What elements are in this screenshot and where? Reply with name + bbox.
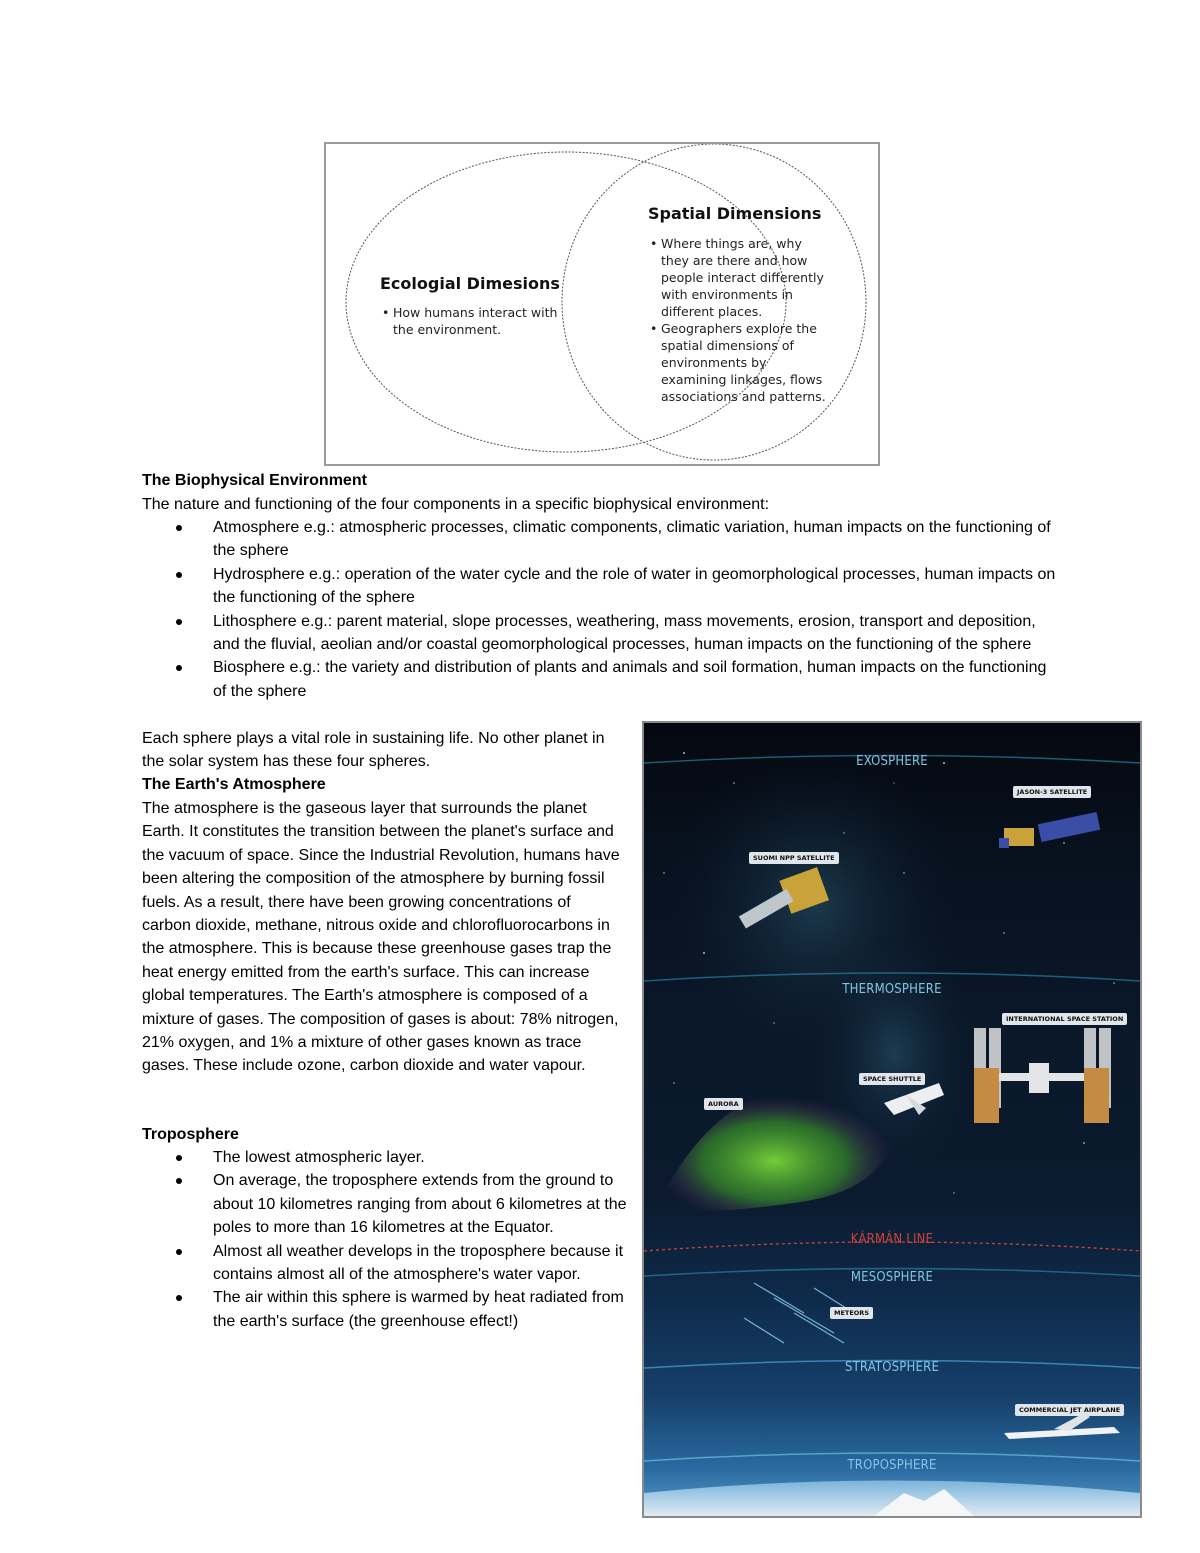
venn-right-title: Spatial Dimensions: [648, 204, 822, 223]
jet-airplane: [1004, 1413, 1120, 1439]
atmosphere-heading: The Earth's Atmosphere: [142, 776, 326, 793]
layer-label-troposphere: TROPOSPHERE: [847, 1458, 937, 1473]
list-item: Hydrosphere e.g.: operation of the water cycle and the role of water in geomorphological processes, human impacts on the functioning of the sphere: [142, 563, 1062, 610]
tag-meteors: METEORS: [830, 1307, 873, 1319]
atmosphere-body: The atmosphere is the gaseous layer that surrounds the planet Earth. It constitutes the transition between the planet's surface and the vacuum of space. Since the Industrial Revolution, humans have been altering the composition of the atmosphere by burning fossil fuels. As a result, there have been growing concentrations of carbon dioxide, methane, nitrous oxide and chlorofluorocarbons in the atmosphere. This is because these greenhouse gases trap the heat energy emitted from the earth's surface. This can increase global temperatures. The Earth's atmosphere is composed of a mixture of gases. The composition of gases is about: 78% nitrogen, 21% oxygen, and 1% a mixture of other gases known as trace gases. These include ozone, carbon dioxide and water vapour.: [142, 800, 620, 1075]
venn-left-list: [382, 304, 562, 338]
list-item: On average, the troposphere extends from the ground to about 10 kilometres ranging from about 6 kilometres at the poles to more than 16 kilometres at the Equator.: [142, 1169, 627, 1239]
biophysical-heading: The Biophysical Environment: [142, 472, 367, 489]
atmosphere-artwork: [644, 723, 1140, 1516]
tag-space-shuttle: SPACE SHUTTLE: [859, 1073, 925, 1085]
layer-label-mesosphere: MESOSPHERE: [850, 1270, 934, 1285]
list-item: The air within this sphere is warmed by heat radiated from the earth's surface (the greenhouse effect!): [142, 1286, 627, 1333]
venn-right-list: [650, 235, 828, 405]
venn-left-item: • How humans interact with the environment.: [382, 304, 562, 338]
venn-right-item: • Geographers explore the spatial dimensions of environments by examining linkages, flows associations and patterns.: [650, 320, 828, 405]
venn-right-item: • Where things are, why they are there and how people interact differently with environments in different places.: [650, 235, 828, 320]
venn-left-title: Ecologial Dimesions: [380, 274, 560, 293]
venn-diagram: [324, 142, 880, 466]
layer-label-stratosphere: STRATOSPHERE: [844, 1360, 940, 1375]
troposphere-list: [142, 1146, 627, 1333]
biophysical-closing: Each sphere plays a vital role in sustaining life. No other planet in the solar system has these four spheres.: [142, 730, 605, 771]
atmosphere-layers-image: [642, 721, 1142, 1518]
tag-airplane: COMMERCIAL JET AIRPLANE: [1015, 1404, 1124, 1416]
layer-label-karman-line: KÁRMÁN LINE: [850, 1232, 934, 1247]
list-item: Lithosphere e.g.: parent material, slope processes, weathering, mass movements, erosion, transport and deposition, and the fluvial, aeolian and/or coastal geomorphological processes, human impacts on the functioning of the sphere: [142, 610, 1062, 657]
tag-aurora: AURORA: [704, 1098, 743, 1110]
troposphere-heading: Troposphere: [142, 1126, 239, 1143]
list-item: Almost all weather develops in the troposphere because it contains almost all of the atmosphere's water vapor.: [142, 1240, 627, 1287]
layer-label-exosphere: EXOSPHERE: [856, 754, 928, 769]
biophysical-list: [142, 516, 1062, 703]
list-item: The lowest atmospheric layer.: [142, 1146, 627, 1169]
list-item: Biosphere e.g.: the variety and distribution of plants and animals and soil formation, human impacts on the functioning of the sphere: [142, 656, 1062, 703]
iss: [974, 1028, 1111, 1123]
aurora: [654, 1083, 894, 1213]
tag-iss: INTERNATIONAL SPACE STATION: [1002, 1013, 1127, 1025]
tag-jason-satellite: JASON-3 SATELLITE: [1013, 786, 1091, 798]
layer-label-thermosphere: THERMOSPHERE: [842, 982, 942, 997]
tag-suomi-satellite: SUOMI NPP SATELLITE: [749, 852, 839, 864]
list-item: Atmosphere e.g.: atmospheric processes, climatic components, climatic variation, human impacts on the functioning of the sphere: [142, 516, 1062, 563]
jason-satellite: [999, 812, 1100, 848]
biophysical-intro: The nature and functioning of the four components in a specific biophysical environment:: [142, 496, 770, 513]
